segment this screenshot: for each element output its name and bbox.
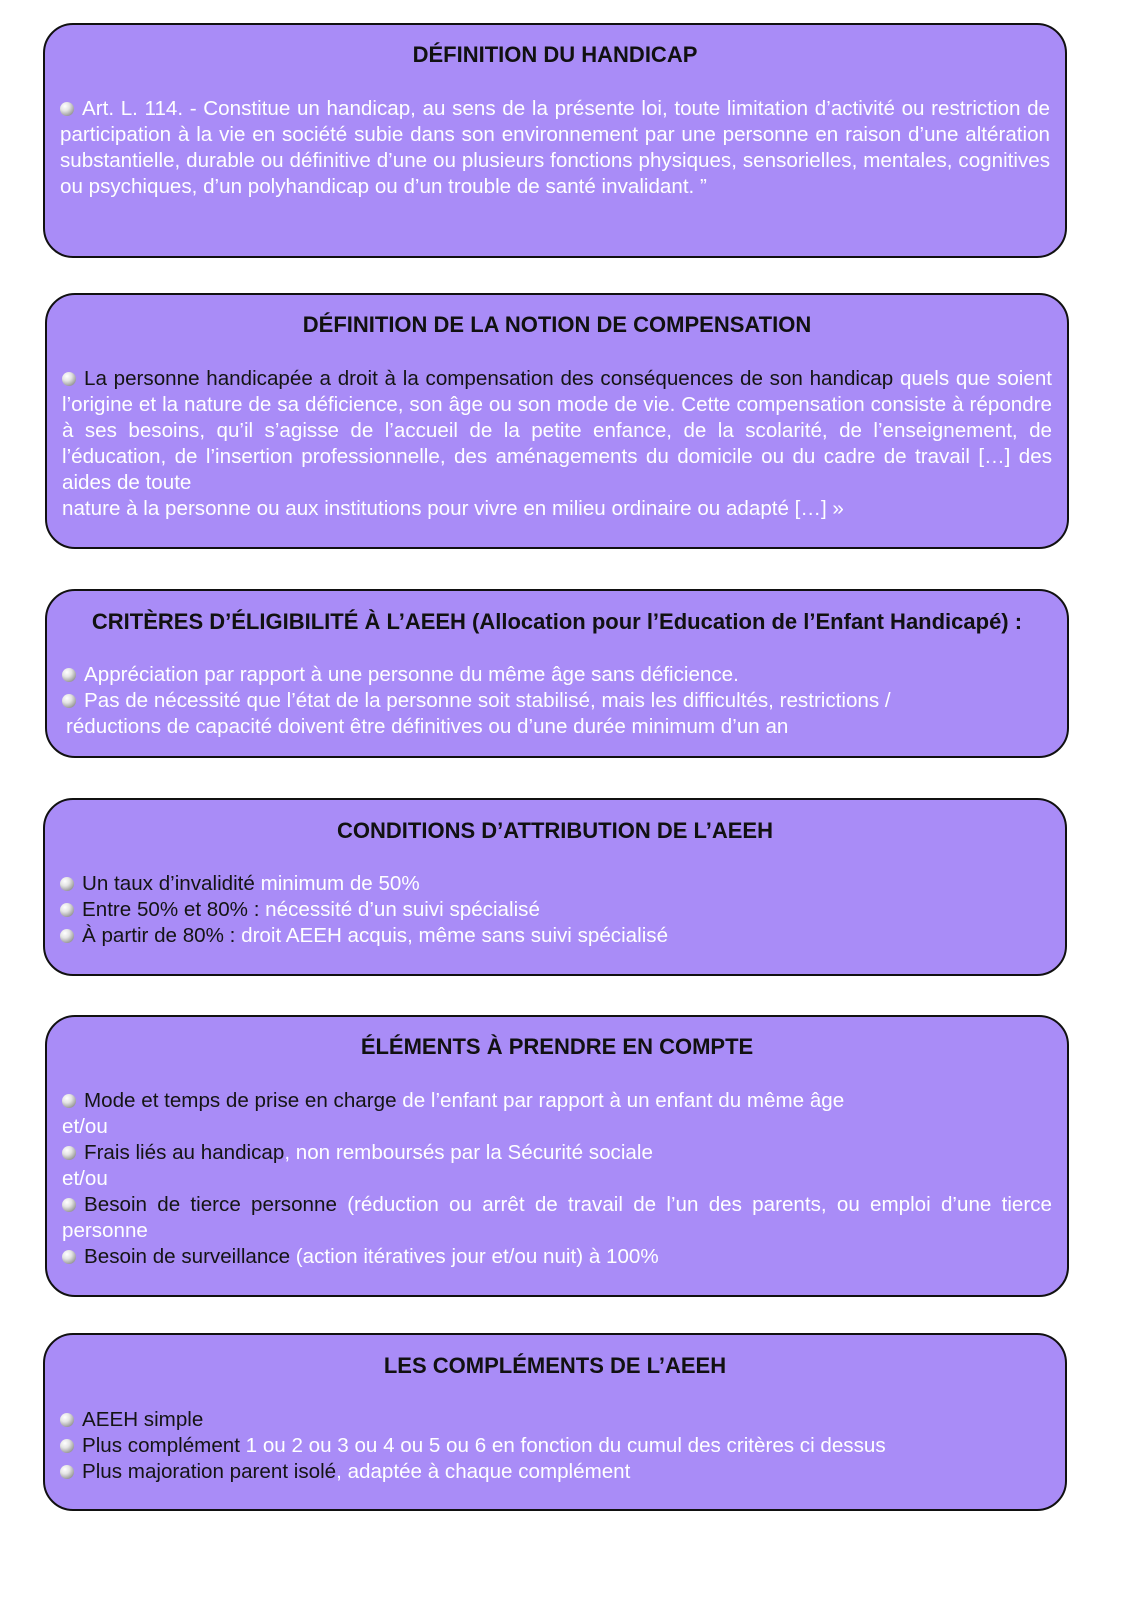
paragraph: La personne handicapée a droit à la compensation des conséquences de son handicap quels que soient l’origine et la nature de sa déficience, son âge ou son mode de vie. Cette compensation consiste à répondre à ses besoins, qu’il s’agisse de l’accueil de la petite enfance, de la scolarité, de l’enseignement, de l’éducation, de l’insertion professionnelle, des aménagements du domicile ou du cadre de travail […] des aides de toute bbox=[62, 367, 1052, 494]
separator-text: et/ou bbox=[62, 1167, 108, 1190]
bullet-icon bbox=[62, 1146, 76, 1160]
bullet-icon bbox=[62, 668, 76, 682]
section-body bbox=[62, 1088, 1052, 1270]
list-item: Besoin de surveillance (action itératives jour et/ou nuit) à 100% bbox=[62, 1244, 1052, 1270]
paragraph-continuation: nature à la personne ou aux institutions pour vivre en milieu ordinaire ou adapté […] » bbox=[62, 497, 844, 520]
section-conditions-attribution bbox=[43, 798, 1067, 976]
section-body bbox=[62, 366, 1052, 522]
paragraph: Art. L. 114. - Constitue un handicap, au sens de la présente loi, toute limitation d’activité ou restriction de participation à la vie en société subie dans son environnement par une personne en raison d’une altération substantielle, durable ou définitive d’une ou plusieurs fonctions physiques, sensorielles, mentales, cognitives ou psychiques, d’un polyhandicap ou d’un trouble de santé invalidant. ” bbox=[60, 97, 1051, 198]
section-body bbox=[60, 871, 1050, 949]
list-item: Plus complément 1 ou 2 ou 3 ou 4 ou 5 ou 6 en fonction du cumul des critères ci dessus bbox=[60, 1433, 1050, 1459]
list-item: Un taux d’invalidité minimum de 50% bbox=[60, 871, 1050, 897]
list-item: Entre 50% et 80% : nécessité d’un suivi spécialisé bbox=[60, 897, 1050, 923]
list-item: Plus majoration parent isolé, adaptée à chaque complément bbox=[60, 1459, 1050, 1485]
bullet-icon bbox=[60, 102, 74, 116]
section-title: LES COMPLÉMENTS DE L’AEEH bbox=[383, 1353, 727, 1378]
bullet-icon bbox=[62, 1250, 76, 1264]
list-item: Pas de nécessité que l’état de la personne soit stabilisé, mais les difficultés, restrictions / bbox=[62, 688, 1052, 714]
list-item-continuation: réductions de capacité doivent être définitives ou d’une durée minimum d’un an bbox=[66, 715, 789, 738]
list-item: Frais liés au handicap, non remboursés par la Sécurité sociale bbox=[62, 1140, 1052, 1166]
list-item: AEEH simple bbox=[60, 1407, 1050, 1433]
bullet-icon bbox=[62, 1198, 76, 1212]
section-body bbox=[60, 1407, 1050, 1485]
bullet-icon bbox=[62, 372, 76, 386]
bullet-icon bbox=[60, 903, 74, 917]
section-elements-a-prendre bbox=[45, 1015, 1069, 1297]
list-item: Mode et temps de prise en charge de l’enfant par rapport à un enfant du même âge bbox=[62, 1088, 1052, 1114]
separator-text: et/ou bbox=[62, 1115, 108, 1138]
section-compensation bbox=[45, 293, 1069, 549]
section-title: DÉFINITION DE LA NOTION DE COMPENSATION bbox=[302, 312, 812, 337]
section-title: CONDITIONS D’ATTRIBUTION DE L’AEEH bbox=[337, 818, 773, 843]
section-title: DÉFINITION DU HANDICAP bbox=[412, 42, 698, 67]
list-item: Appréciation par rapport à une personne du même âge sans déficience. bbox=[62, 662, 1052, 688]
bullet-icon bbox=[60, 877, 74, 891]
section-body bbox=[62, 662, 1052, 740]
section-title: ÉLÉMENTS À PRENDRE EN COMPTE bbox=[360, 1034, 754, 1059]
section-definition-handicap bbox=[43, 23, 1067, 258]
bullet-icon bbox=[62, 694, 76, 708]
section-criteres-eligibilite bbox=[45, 589, 1069, 758]
section-body bbox=[60, 96, 1050, 200]
section-title: CRITÈRES D’ÉLIGIBILITÉ À L’AEEH (Allocation pour l’Education de l’Enfant Handicapé) : bbox=[91, 609, 1023, 634]
bullet-icon bbox=[60, 1465, 74, 1479]
bullet-icon bbox=[60, 1439, 74, 1453]
bullet-icon bbox=[60, 929, 74, 943]
section-complements-aeeh bbox=[43, 1333, 1067, 1511]
list-item: À partir de 80% : droit AEEH acquis, même sans suivi spécialisé bbox=[60, 923, 1050, 949]
bullet-icon bbox=[60, 1413, 74, 1427]
bullet-icon bbox=[62, 1094, 76, 1108]
list-item: Besoin de tierce personne (réduction ou arrêt de travail de l’un des parents, ou emploi d’une tierce personne bbox=[62, 1193, 1052, 1242]
